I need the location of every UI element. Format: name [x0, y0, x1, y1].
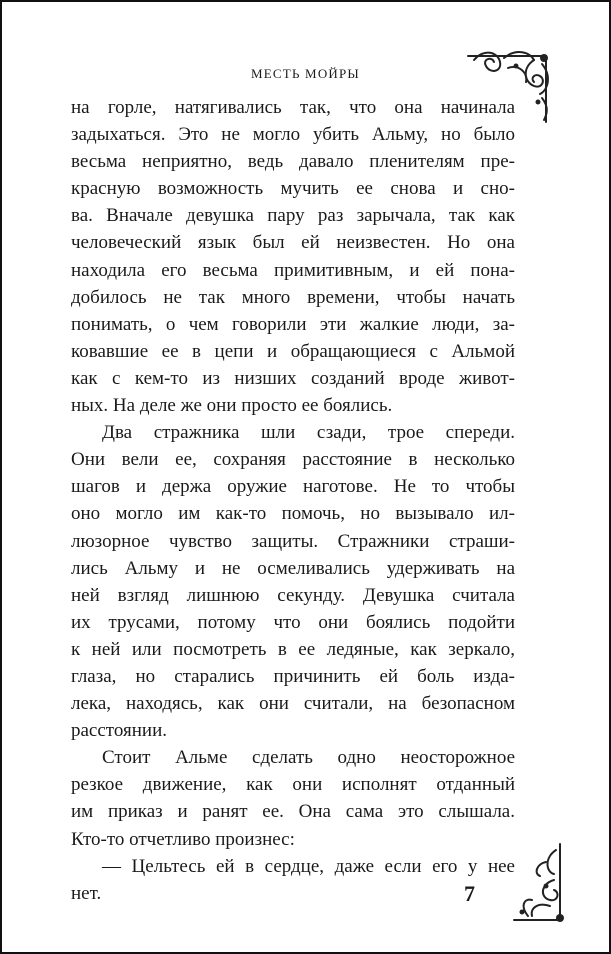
paragraph-1-line-8: добилось не так много времени, чтобы начать [71, 286, 515, 308]
paragraph-2-line-6: лись Альму и не осмеливались удерживать на [71, 557, 515, 579]
paragraph-1-line-7: находила его весьма примитивным, и ей пона- [71, 259, 515, 281]
paragraph-1-line-3: весьма неприятно, ведь давало пленителям пре- [71, 151, 515, 173]
paragraph-3-line-2: резкое движение, как они исполнят отданный [71, 774, 515, 796]
paragraph-2-line-7: ней взгляд лишнюю секунду. Девушка считала [71, 584, 515, 606]
paragraph-4-line-1: — Цельтесь ей в сердце, даже если его у нее [102, 855, 515, 877]
paragraph-2-line-8: их трусами, потому что они боялись подойти [71, 611, 515, 633]
paragraph-4-line-2: нет. [71, 882, 102, 904]
paragraph-2-line-9: к ней или посмотреть в ее ледяные, как зеркало, [71, 638, 515, 660]
paragraph-1-line-11: как с кем-то из низших созданий вроде живот- [71, 367, 515, 389]
page-number: 7 [464, 881, 475, 906]
paragraph-1-line-4: красную возможность мучить ее снова и сно- [71, 178, 515, 200]
paragraph-2-line-5: люзорное чувство защиты. Стражники страши- [71, 530, 515, 552]
paragraph-2-line-2: Они вели ее, сохраняя расстояние в несколько [71, 449, 515, 471]
bottom-right-corner-ornament [510, 840, 568, 930]
running-head: МЕСТЬ МОЙРЫ [251, 66, 360, 81]
paragraph-1-line-5: ва. Вначале девушка пару раз зарычала, так как [71, 205, 515, 227]
paragraph-2-line-1: Два стражника шли сзади, трое спереди. [102, 422, 515, 444]
body-text [71, 94, 515, 907]
paragraph-1-line-2: задыхаться. Это не могло убить Альму, но было [71, 124, 515, 146]
paragraph-1-line-6: человеческий язык был ей неизвестен. Но она [71, 232, 515, 254]
paragraph-3-line-1: Стоит Альме сделать одно неосторожное [102, 747, 515, 769]
paragraph-3-line-3: им приказ и ранят ее. Она сама это слышала. [71, 801, 515, 823]
paragraph-2-line-12: расстоянии. [71, 720, 167, 742]
paragraph-1-line-12: ных. На деле же они просто ее боялись. [71, 395, 393, 417]
paragraph-2-line-3: шагов и держа оружие наготове. Не то чтобы [71, 476, 515, 498]
paragraph-1-line-10: ковавшие ее в цепи и обращающиеся с Альмой [71, 340, 515, 362]
paragraph-2-line-4: оно могло им как-то помочь, но вызывало ил- [71, 503, 515, 525]
paragraph-1-line-9: понимать, о чем говорили эти жалкие люди, за- [71, 313, 515, 335]
paragraph-3-line-4: Кто-то отчетливо произнес: [71, 828, 295, 850]
paragraph-2-line-10: глаза, но старались причинить ей боль изда- [71, 665, 515, 687]
paragraph-2-line-11: лека, находясь, как они считали, на безопасном [71, 693, 515, 715]
paragraph-1-line-1: на горле, натягивались так, что она начинала [71, 97, 515, 118]
